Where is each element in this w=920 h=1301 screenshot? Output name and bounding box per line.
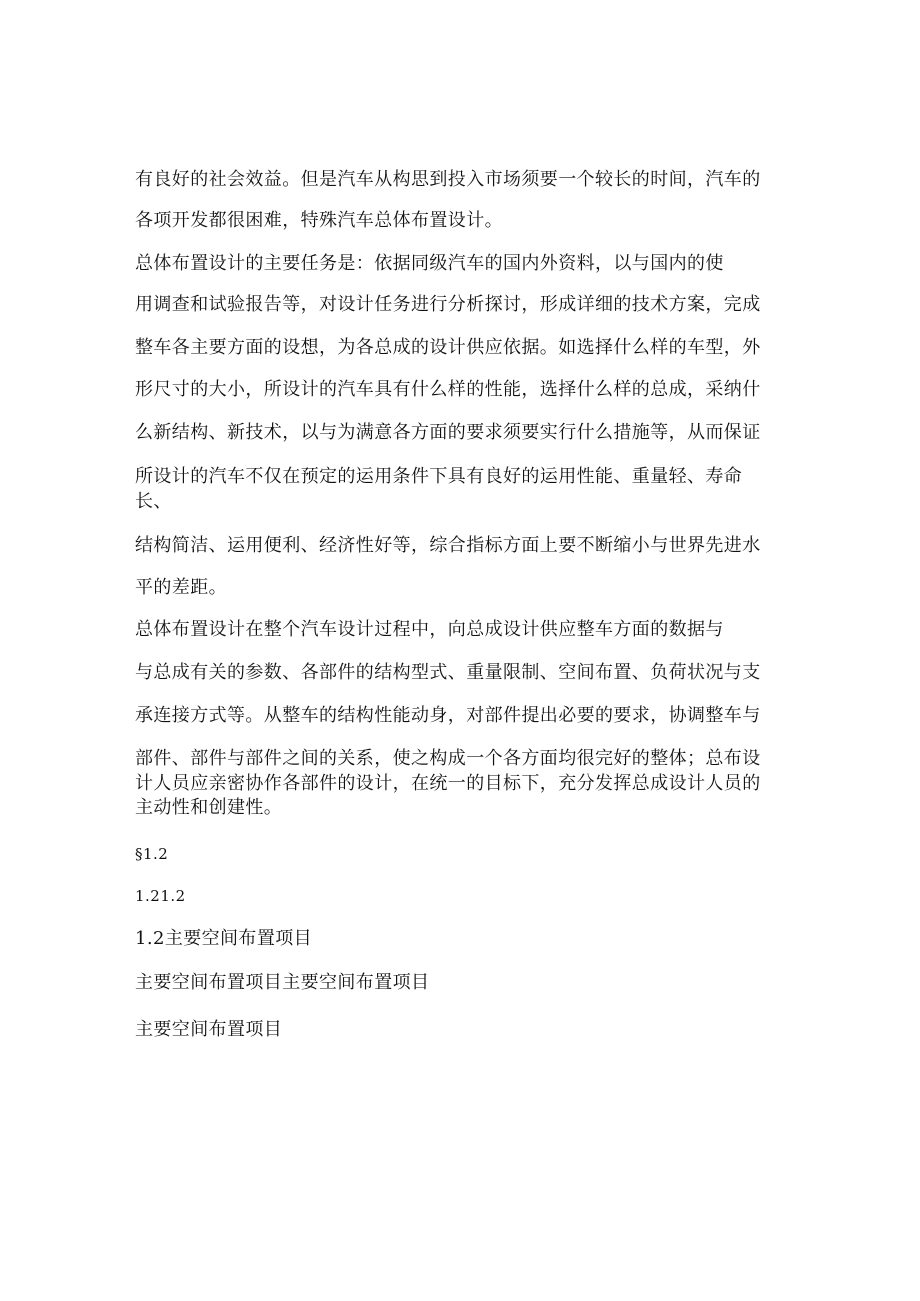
text-line-11: 平的差距。 xyxy=(135,577,227,598)
text-line-10: 结构简洁、运用便利、经济性好等，综合指标方面上要不断缩小与世界先进水 xyxy=(135,535,761,556)
text-line-15: 部件、部件与部件之间的关系，使之构成一个各方面均很完好的整体；总布设 xyxy=(135,748,761,769)
text-line-7: 么新结构、新技术，以与为满意各方面的要求须要实行什么措施等，从而保证 xyxy=(135,422,761,443)
subsection-number: 1.21.2 xyxy=(135,887,186,905)
text-line-8: 所设计的汽车不仅在预定的运用条件下具有良好的运用性能、重量轻、寿命 xyxy=(135,466,743,487)
text-line-9: 长、 xyxy=(135,491,172,512)
text-line-1: 有良好的社会效益。但是汽车从构思到投入市场须要一个较长的时间，汽车的 xyxy=(135,169,761,190)
text-line-6: 形尺寸的大小，所设计的汽车具有什么样的性能，选择什么样的总成，采纳什 xyxy=(135,379,761,400)
text-line-12: 总体布置设计在整个汽车设计过程中，向总成设计供应整车方面的数据与 xyxy=(135,619,724,640)
section-heading: §1.2 xyxy=(135,845,169,863)
text-line-16: 计人员应亲密协作各部件的设计，在统一的目标下，充分发挥总成设计人员的 xyxy=(135,773,761,794)
text-line-3: 总体布置设计的主要任务是：依据同级汽车的国内外资料，以与国内的使 xyxy=(135,253,724,274)
text-line-4: 用调查和试验报告等，对设计任务进行分析探讨，形成详细的技术方案，完成 xyxy=(135,294,761,315)
text-line-13: 与总成有关的参数、各部件的结构型式、重量限制、空间布置、负荷状况与支 xyxy=(135,662,761,683)
text-line-14: 承连接方式等。从整车的结构性能动身，对部件提出必要的要求，协调整车与 xyxy=(135,705,761,726)
repeated-title-line: 主要空间布置项目主要空间布置项目 xyxy=(135,972,430,993)
text-line-17: 主动性和创建性。 xyxy=(135,797,283,818)
final-title-line: 主要空间布置项目 xyxy=(135,1019,283,1040)
text-line-5: 整车各主要方面的设想，为各总成的设计供应依据。如选择什么样的车型，外 xyxy=(135,337,761,358)
subsection-title: 1.2主要空间布置项目 xyxy=(135,928,313,949)
text-line-2: 各项开发都很困难，特殊汽车总体布置设计。 xyxy=(135,210,503,231)
